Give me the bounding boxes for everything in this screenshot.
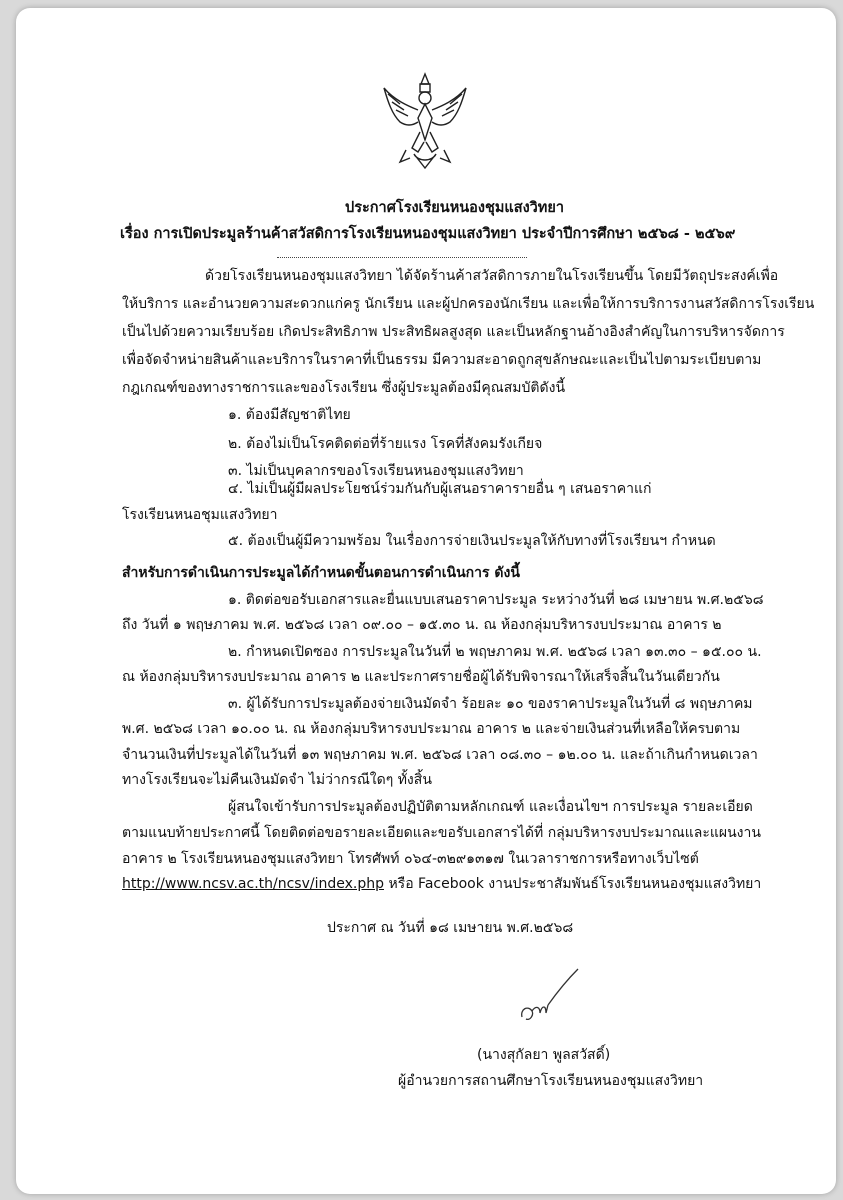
contact-line: ตามแนบท้ายประกาศนี้ โดยติดต่อขอรายละเอียดและขอรับเอกสารได้ที่ กลุ่มบริหารงบประมาณและแผนงาน bbox=[122, 825, 761, 841]
contact-line: ผู้สนใจเข้ารับการประมูลต้องปฏิบัติตามหลักเกณฑ์ และเงื่อนไขฯ การประมูล รายละเอียด bbox=[228, 799, 753, 815]
qualification-item: โรงเรียนหนอชุมแสงวิทยา bbox=[122, 507, 278, 523]
procedure-line: จำนวนเงินที่ประมูลได้ในวันที่ ๑๓ พฤษภาคม พ.ศ. ๒๕๖๘ เวลา ๐๘.๓๐ – ๑๒.๐๐ น. และถ้าเกินกำหนดเวลา bbox=[122, 747, 758, 763]
qualification-item: ๔. ไม่เป็นผู้มีผลประโยชน์ร่วมกันกับผู้เสนอราคารายอื่น ๆ เสนอราคาแก่ bbox=[228, 481, 652, 497]
qualification-item: ๒. ต้องไม่เป็นโรคติดต่อที่ร้ายแรง โรคที่สังคมรังเกียจ bbox=[228, 436, 543, 452]
procedure-line: ๓. ผู้ได้รับการประมูลต้องจ่ายเงินมัดจำ ร้อยละ ๑๐ ของราคาประมูลในวันที่ ๘ พฤษภาคม bbox=[228, 696, 753, 712]
announcement-subject: เรื่อง การเปิดประมูลร้านค้าสวัสดิการโรงเรียนหนองชุมแสงวิทยา ประจำปีการศึกษา ๒๕๖๘ - ๒๕๖๙ bbox=[120, 226, 736, 242]
procedure-line: ถึง วันที่ ๑ พฤษภาคม พ.ศ. ๒๕๖๘ เวลา ๐๙.๐๐ – ๑๕.๓๐ น. ณ ห้องกลุ่มบริหารงบประมาณ อาคาร ๒ bbox=[122, 617, 722, 633]
contact-line bbox=[122, 874, 761, 894]
signatory-position: ผู้อำนวยการสถานศึกษาโรงเรียนหนองชุมแสงวิทยา bbox=[398, 1073, 704, 1089]
signatory-name: (นางสุกัลยา พูลสวัสดิ์) bbox=[477, 1047, 611, 1063]
qualification-item: ๑. ต้องมีสัญชาติไทย bbox=[228, 407, 351, 423]
qualification-item: ๓. ไม่เป็นบุคลากรของโรงเรียนหนองชุมแสงวิทยา bbox=[228, 463, 524, 479]
procedure-line: พ.ศ. ๒๕๖๘ เวลา ๑๐.๐๐ น. ณ ห้องกลุ่มบริหารงบประมาณ อาคาร ๒ และจ่ายเงินส่วนที่เหลือให้ครบตาม bbox=[122, 721, 741, 737]
intro-line: ให้บริการ และอำนวยความสะดวกแก่ครู นักเรียน และผู้ปกครองนักเรียน และเพื่อให้การบริการงานสวัสดิการโรงเรียน bbox=[122, 296, 815, 312]
procedure-line: ณ ห้องกลุ่มบริหารงบประมาณ อาคาร ๒ และประกาศรายชื่อผู้ได้รับพิจารณาให้เสร็จสิ้นในวันเดียวกัน bbox=[122, 669, 720, 685]
qualification-item: ๕. ต้องเป็นผู้มีความพร้อม ในเรื่องการจ่ายเงินประมูลให้กับทางที่โรงเรียนฯ กำหนด bbox=[228, 533, 716, 549]
procedure-heading: สำหรับการดำเนินการประมูลได้กำหนดขั้นตอนการดำเนินการ ดังนี้ bbox=[122, 565, 520, 581]
procedure-line: ทางโรงเรียนจะไม่คืนเงินมัดจำ ไม่ว่ากรณีใดๆ ทั้งสิ้น bbox=[122, 772, 432, 788]
intro-line: เป็นไปด้วยความเรียบร้อย เกิดประสิทธิภาพ ประสิทธิผลสูงสุด และเป็นหลักฐานอ้างอิงสำคัญในการบริหารจัดการ bbox=[122, 324, 785, 340]
intro-line: กฎเกณฑ์ของทางราชการและของโรงเรียน ซึ่งผู้ประมูลต้องมีคุณสมบัติดังนี้ bbox=[122, 380, 566, 396]
garuda-emblem-icon bbox=[380, 70, 470, 170]
website-link[interactable]: http://www.ncsv.ac.th/ncsv/index.php bbox=[122, 876, 384, 892]
intro-line: ด้วยโรงเรียนหนองชุมแสงวิทยา ได้จัดร้านค้าสวัสดิการภายในโรงเรียนขึ้น โดยมีวัตถุประสงค์เพื่อ bbox=[205, 268, 779, 284]
procedure-line: ๒. กำหนดเปิดซอง การประมูลในวันที่ ๒ พฤษภาคม พ.ศ. ๒๕๖๘ เวลา ๑๓.๓๐ – ๑๕.๐๐ น. bbox=[228, 644, 762, 660]
divider bbox=[277, 257, 527, 258]
signature-mark bbox=[514, 965, 584, 1035]
announcement-title: ประกาศโรงเรียนหนองชุมแสงวิทยา bbox=[345, 200, 564, 216]
announce-date: ประกาศ ณ วันที่ ๑๘ เมษายน พ.ศ.๒๕๖๘ bbox=[327, 920, 574, 936]
contact-line: อาคาร ๒ โรงเรียนหนองชุมแสงวิทยา โทรศัพท์ ๐๖๔-๓๒๙๑๓๑๗ ในเวลาราชการหรือทางเว็บไซต์ bbox=[122, 851, 699, 867]
procedure-line: ๑. ติดต่อขอรับเอกสารและยื่นแบบเสนอราคาประมูล ระหว่างวันที่ ๒๘ เมษายน พ.ศ.๒๕๖๘ bbox=[228, 592, 764, 608]
intro-line: เพื่อจัดจำหน่ายสินค้าและบริการในราคาที่เป็นธรรม มีความสะอาดถูกสุขลักษณะและเป็นไปตามระเบียบตาม bbox=[122, 352, 762, 368]
contact-tail: หรือ Facebook งานประชาสัมพันธ์โรงเรียนหนองชุมแสงวิทยา bbox=[384, 876, 762, 892]
